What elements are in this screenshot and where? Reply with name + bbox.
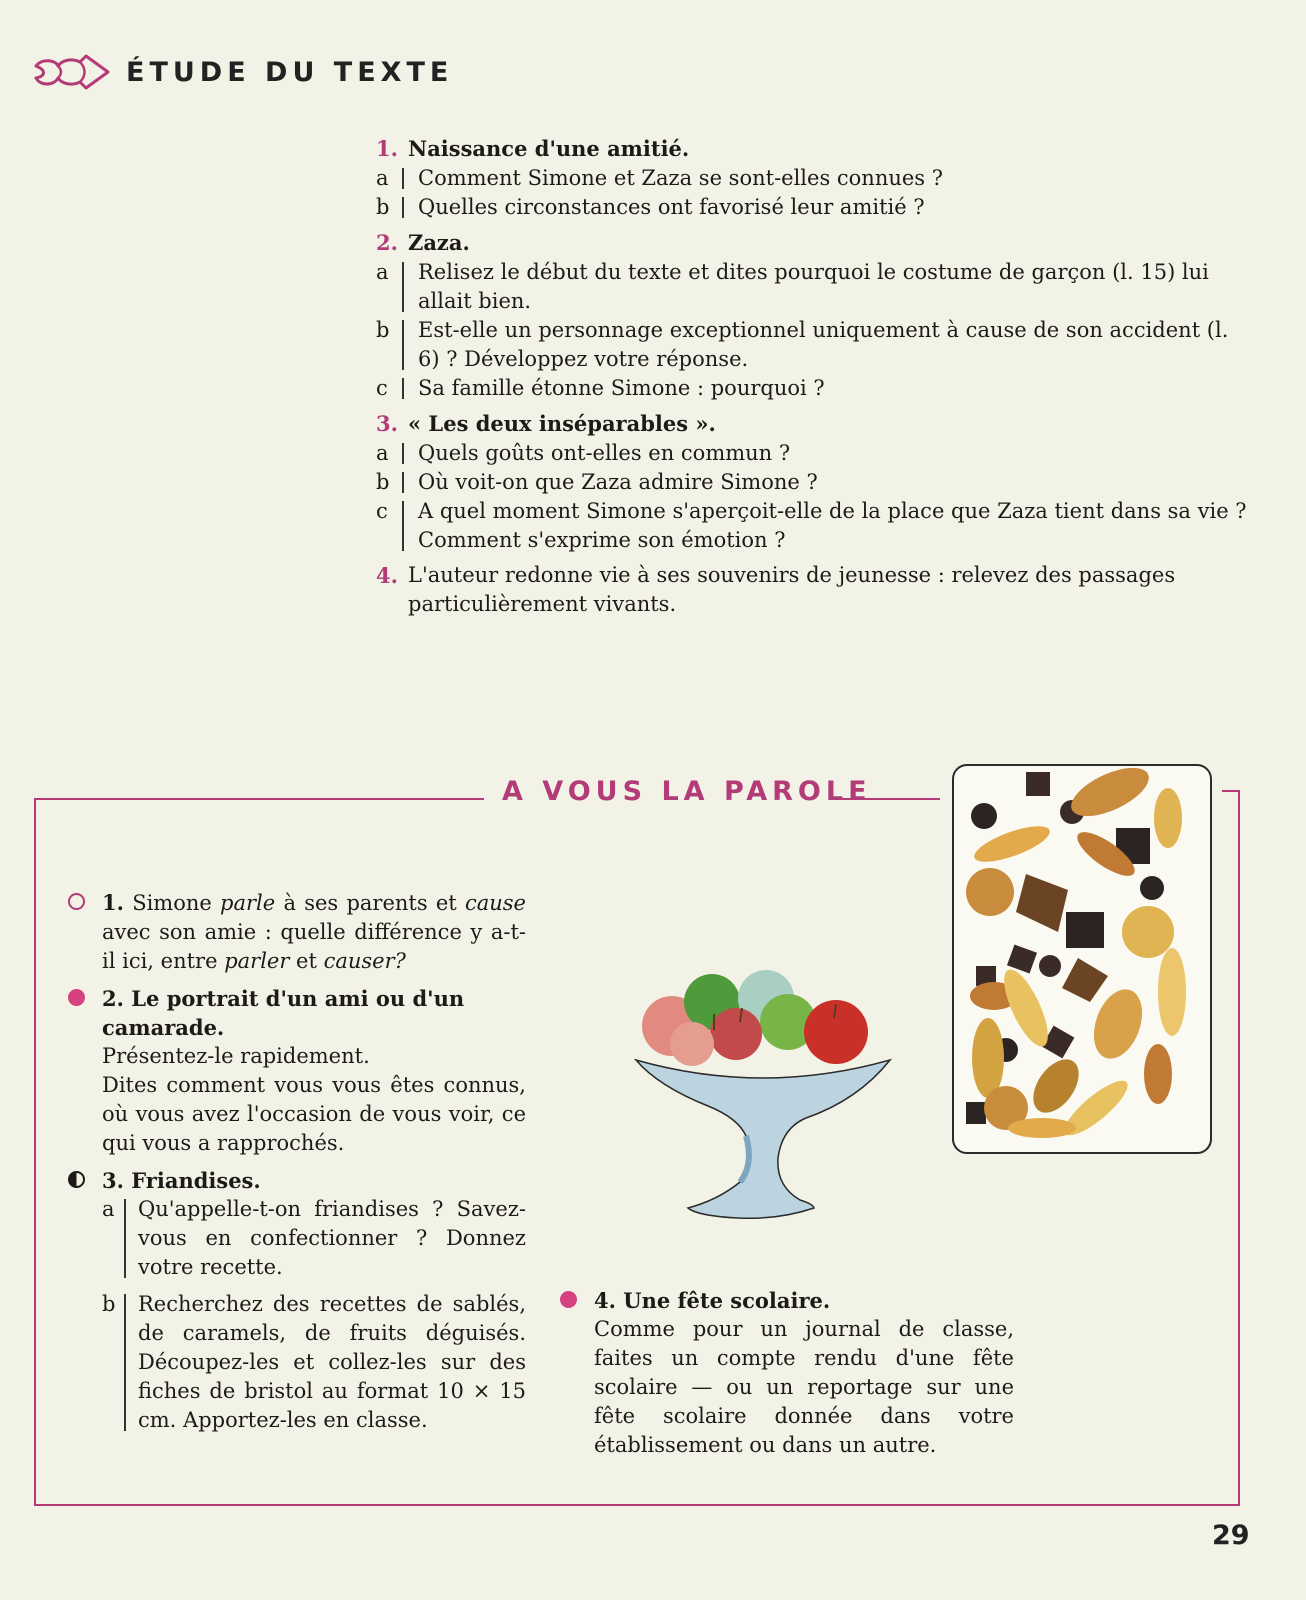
- sub-text: Quelles circonstances ont favorisé leur amitié ?: [418, 195, 925, 219]
- sub-text: A quel moment Simone s'aperçoit-elle de la place que Zaza tient dans sa vie ? Comment s'exprime son émotion ?: [418, 499, 1247, 552]
- sub-letter: c: [376, 499, 388, 523]
- item-number: 1.: [102, 890, 124, 915]
- question-text: L'auteur redonne vie à ses souvenirs de jeunesse : relevez des passages particulièrement vivants.: [408, 563, 1176, 616]
- box-border-top-left: [34, 798, 484, 800]
- item-emphasis: cause: [464, 891, 526, 915]
- item-text: Comme pour un journal de classe, faites un compte rendu d'une fête scolaire — ou un reportage sur une fête scolaire donnée dans votre établissement ou dans un autre.: [594, 1317, 1014, 1457]
- question-3-heading: [376, 409, 1256, 439]
- item-text: avec son amie : quelle différence y a-t-il ici, entre: [102, 920, 526, 973]
- parole-right-column: [554, 1286, 1014, 1468]
- sub-question: [102, 1195, 526, 1282]
- sub-letter: b: [376, 470, 390, 494]
- sub-question: [376, 439, 1256, 468]
- candy-box-illustration: [950, 762, 1216, 1158]
- parole-left-column: [62, 888, 526, 1435]
- item-emphasis: parle: [220, 891, 276, 915]
- sub-letter: b: [102, 1292, 116, 1316]
- item-emphasis: causer?: [323, 949, 406, 973]
- item-title: Le portrait d'un ami ou d'un camarade.: [102, 986, 465, 1040]
- sub-letter: b: [376, 318, 390, 342]
- sub-letter: a: [376, 260, 389, 284]
- box-border-bottom: [34, 1504, 1240, 1506]
- sub-question: [376, 374, 1256, 403]
- item-emphasis: parler: [224, 949, 290, 973]
- sub-question: [376, 164, 1256, 193]
- item-title: Une fête scolaire.: [623, 1288, 831, 1313]
- sub-text: Comment Simone et Zaza se sont-elles connues ?: [418, 166, 944, 190]
- sub-letter: b: [376, 195, 390, 219]
- sub-question: [376, 468, 1256, 497]
- sub-letter: c: [376, 376, 388, 400]
- item-number: 4.: [594, 1288, 616, 1313]
- sub-letter: a: [102, 1197, 115, 1221]
- open-circle-icon: [68, 893, 85, 910]
- item-text: Dites comment vous vous êtes connus, où vous avez l'occasion de vous voir, ce qui vous a rapprochés.: [102, 1073, 526, 1155]
- sub-letter: a: [376, 441, 389, 465]
- half-circle-icon: [68, 1171, 85, 1188]
- item-number: 2.: [102, 986, 124, 1011]
- item-text: et: [289, 949, 324, 973]
- question-number: 4.: [376, 563, 398, 588]
- sub-question: [376, 193, 1256, 222]
- section-header: [32, 52, 453, 92]
- item-text: Présentez-le rapidement.: [102, 1044, 370, 1068]
- item-title: Friandises.: [131, 1168, 261, 1193]
- question-title: « Les deux inséparables ».: [408, 411, 716, 436]
- item-number: 3.: [102, 1168, 124, 1193]
- sub-question: [376, 497, 1256, 555]
- question-number: 3.: [376, 411, 398, 436]
- page-number: 29: [1212, 1520, 1250, 1551]
- section-title: ÉTUDE DU TEXTE: [126, 56, 454, 88]
- fruit-bowl-illustration: [628, 968, 898, 1232]
- item-text: Simone: [132, 891, 221, 915]
- question-title: Zaza.: [408, 230, 470, 255]
- question-2-heading: [376, 228, 1256, 258]
- parole-item-2: [62, 984, 526, 1158]
- parole-item-1: [62, 888, 526, 976]
- box-title: A VOUS LA PAROLE: [502, 776, 872, 807]
- sub-text: Recherchez des recettes de sablés, de caramels, de fruits déguisés. Découpez-les et collez-les sur des fiches de bristol au format 10 × 15 cm. Apportez-les en classe.: [138, 1292, 526, 1432]
- sub-question: [376, 316, 1256, 374]
- sub-text: Relisez le début du texte et dites pourquoi le costume de garçon (l. 15) lui allait bien.: [418, 260, 1209, 313]
- question-4: [376, 561, 1256, 619]
- box-border-right: [1238, 790, 1240, 1506]
- sub-question: [376, 258, 1256, 316]
- filled-circle-icon: [68, 989, 85, 1006]
- question-number: 1.: [376, 136, 398, 161]
- filled-circle-icon: [560, 1291, 577, 1308]
- question-title: Naissance d'une amitié.: [408, 136, 690, 161]
- item-text: à ses parents et: [275, 891, 465, 915]
- arrow-icon: [32, 52, 112, 92]
- sub-text: Est-elle un personnage exceptionnel uniquement à cause de son accident (l. 6) ? Développez votre réponse.: [418, 318, 1229, 371]
- sub-text: Quels goûts ont-elles en commun ?: [418, 441, 791, 465]
- box-border-left: [34, 798, 36, 1506]
- question-number: 2.: [376, 230, 398, 255]
- sub-letter: a: [376, 166, 389, 190]
- sub-text: Où voit-on que Zaza admire Simone ?: [418, 470, 818, 494]
- study-questions: [376, 128, 1256, 619]
- parole-item-4: [554, 1286, 1014, 1460]
- sub-question: [102, 1290, 526, 1435]
- sub-text: Qu'appelle-t-on friandises ? Savez-vous en confectionner ? Donnez votre recette.: [138, 1197, 526, 1279]
- sub-text: Sa famille étonne Simone : pourquoi ?: [418, 376, 825, 400]
- question-1-heading: [376, 134, 1256, 164]
- parole-item-3: [62, 1166, 526, 1282]
